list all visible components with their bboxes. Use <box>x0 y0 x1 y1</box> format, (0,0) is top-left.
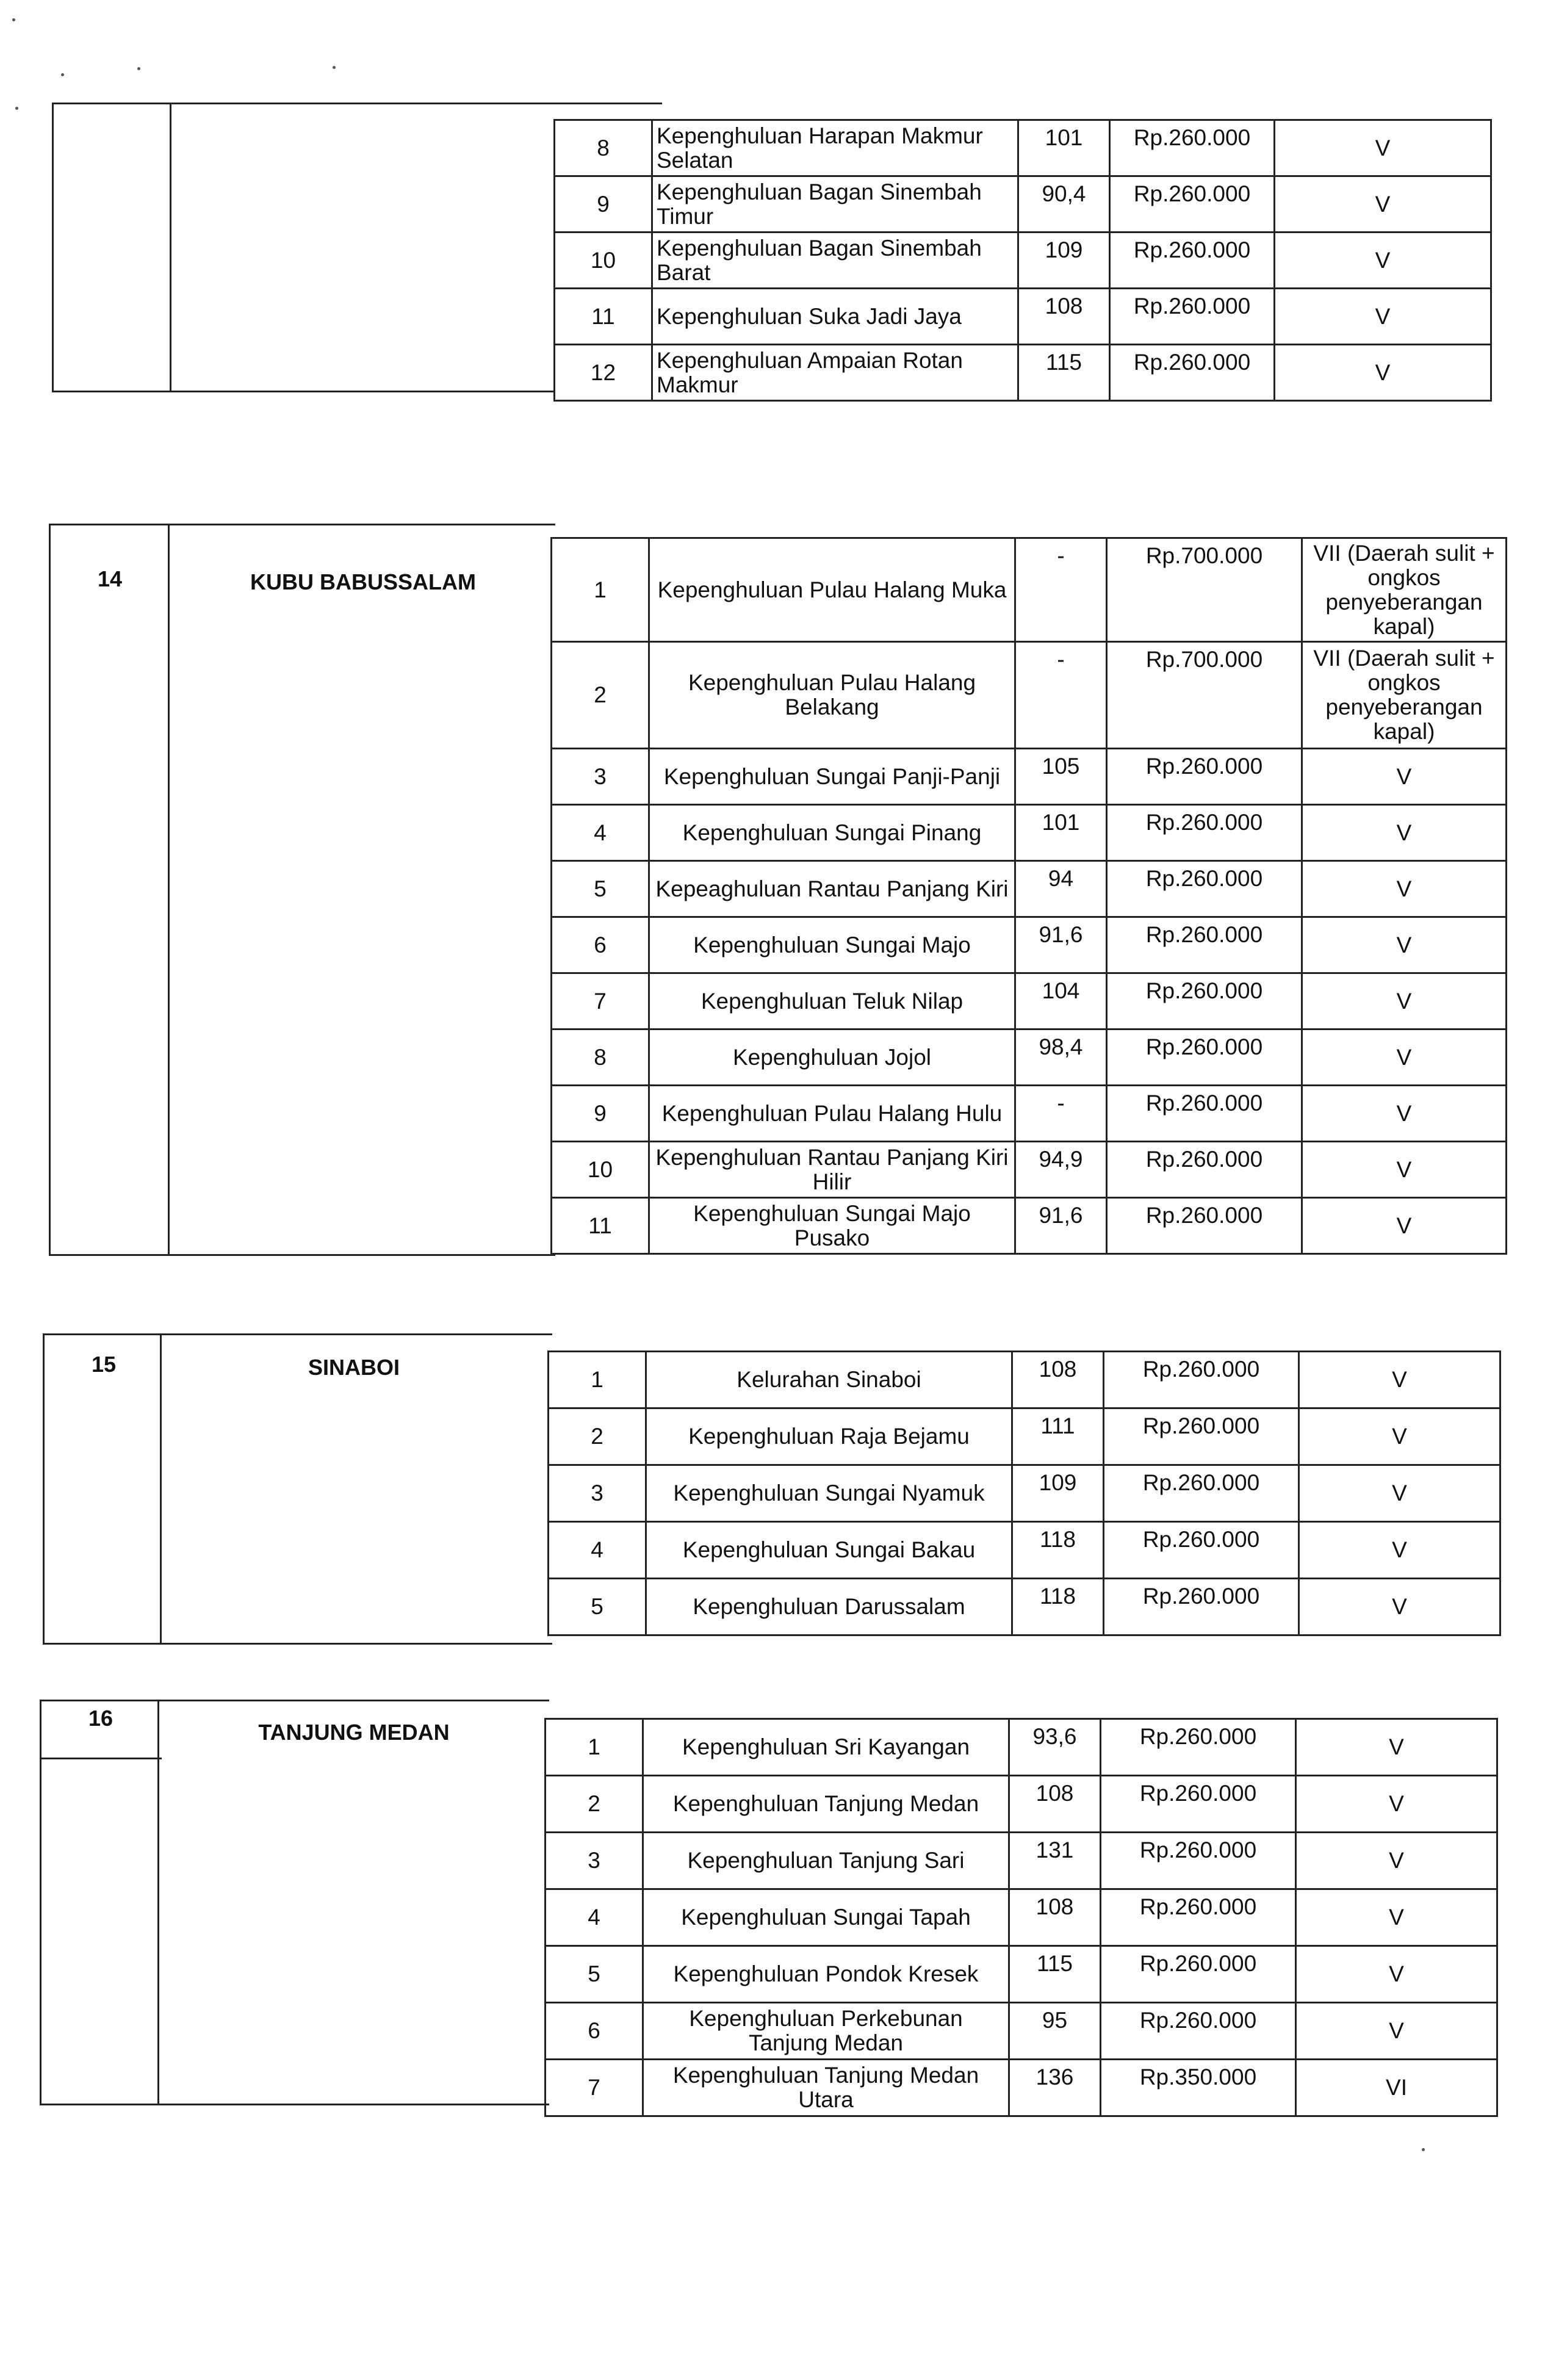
row-number: 9 <box>552 1086 649 1142</box>
kepenghuluan-name: Kepenghuluan Tanjung Medan Utara <box>643 2060 1009 2116</box>
class-code: V <box>1275 233 1491 289</box>
class-code: V <box>1302 749 1507 805</box>
table-row <box>546 1776 1497 1833</box>
class-code: V <box>1296 2003 1497 2060</box>
amount: Rp.260.000 <box>1104 1352 1299 1408</box>
row-number: 12 <box>555 345 652 401</box>
row-number: 3 <box>549 1465 646 1522</box>
scan-speck <box>1422 2148 1425 2151</box>
amount: Rp.260.000 <box>1110 289 1275 345</box>
row-number: 7 <box>552 973 649 1030</box>
class-code: V <box>1296 1833 1497 1889</box>
amount: Rp.260.000 <box>1107 861 1302 917</box>
index-value: 94 <box>1015 861 1107 917</box>
table-row <box>552 1030 1507 1086</box>
amount: Rp.260.000 <box>1110 233 1275 289</box>
index-value: 101 <box>1015 805 1107 861</box>
kepenghuluan-name: Kelurahan Sinaboi <box>646 1352 1012 1408</box>
table-row <box>549 1352 1500 1408</box>
table-row <box>552 1198 1507 1254</box>
index-value: 111 <box>1012 1408 1104 1465</box>
index-value: 93,6 <box>1009 1719 1101 1776</box>
section-name: KUBU BABUSSALAM <box>250 569 476 594</box>
class-code: V <box>1299 1579 1500 1635</box>
class-code: V <box>1302 861 1507 917</box>
scan-speck <box>12 18 15 21</box>
kepenghuluan-name: Kepenghuluan Sungai Majo Pusako <box>649 1198 1015 1254</box>
table-row <box>546 1946 1497 2003</box>
class-code: V <box>1275 289 1491 345</box>
table-row <box>552 917 1507 973</box>
frame-top-line <box>40 1700 549 1701</box>
row-number: 4 <box>549 1522 646 1579</box>
row-number: 2 <box>546 1776 643 1833</box>
table-body <box>549 1352 1500 1635</box>
kepenghuluan-name: Kepenghuluan Ampaian Rotan Makmur <box>652 345 1018 401</box>
row-number: 5 <box>549 1579 646 1635</box>
table-row <box>552 538 1507 642</box>
amount: Rp.260.000 <box>1101 1833 1296 1889</box>
amount: Rp.260.000 <box>1104 1465 1299 1522</box>
table-row <box>546 1889 1497 1946</box>
class-code: V <box>1296 1776 1497 1833</box>
frame-top-line <box>52 103 662 104</box>
kepenghuluan-name: Kepeaghuluan Rantau Panjang Kiri <box>649 861 1015 917</box>
kepenghuluan-name: Kepenghuluan Perkebunan Tanjung Medan <box>643 2003 1009 2060</box>
table-row <box>552 1086 1507 1142</box>
section-name: SINABOI <box>308 1355 400 1380</box>
index-value: 118 <box>1012 1522 1104 1579</box>
index-value: 101 <box>1018 120 1110 176</box>
amount: Rp.260.000 <box>1110 176 1275 233</box>
class-code: V <box>1299 1522 1500 1579</box>
index-value: - <box>1015 1086 1107 1142</box>
amount: Rp.260.000 <box>1107 1142 1302 1198</box>
index-value: 136 <box>1009 2060 1101 2116</box>
class-code: V <box>1302 1086 1507 1142</box>
index-value: 108 <box>1009 1889 1101 1946</box>
table-row <box>555 176 1491 233</box>
row-number: 4 <box>552 805 649 861</box>
table-row <box>552 805 1507 861</box>
row-number: 3 <box>552 749 649 805</box>
amount: Rp.260.000 <box>1107 917 1302 973</box>
class-code: V <box>1302 805 1507 861</box>
frame-divider <box>168 524 170 1256</box>
class-code: V <box>1296 1946 1497 2003</box>
row-number: 1 <box>552 538 649 642</box>
amount: Rp.260.000 <box>1101 1776 1296 1833</box>
kepenghuluan-name: Kepenghuluan Harapan Makmur Selatan <box>652 120 1018 176</box>
index-value: 118 <box>1012 1579 1104 1635</box>
amount: Rp.260.000 <box>1101 1719 1296 1776</box>
row-number: 2 <box>549 1408 646 1465</box>
amount: Rp.260.000 <box>1104 1522 1299 1579</box>
kepenghuluan-name: Kepenghuluan Sungai Tapah <box>643 1889 1009 1946</box>
amount: Rp.260.000 <box>1110 345 1275 401</box>
section-number: 14 <box>97 566 123 591</box>
index-value: 95 <box>1009 2003 1101 2060</box>
class-code: V <box>1302 1030 1507 1086</box>
frame-top-line <box>49 524 555 525</box>
table-row <box>552 973 1507 1030</box>
amount: Rp.350.000 <box>1101 2060 1296 2116</box>
kepenghuluan-table <box>544 1718 1498 2117</box>
frame-header-line <box>40 1758 162 1759</box>
table-row <box>552 1142 1507 1198</box>
table-row <box>549 1579 1500 1635</box>
table-row <box>555 120 1491 176</box>
section-number: 16 <box>88 1706 113 1731</box>
class-code: V <box>1302 917 1507 973</box>
kepenghuluan-name: Kepenghuluan Teluk Nilap <box>649 973 1015 1030</box>
kepenghuluan-table <box>547 1350 1501 1636</box>
class-code: VII (Daerah sulit + ongkos penyeberangan kapal) <box>1302 538 1507 642</box>
amount: Rp.700.000 <box>1107 642 1302 749</box>
row-number: 11 <box>555 289 652 345</box>
amount: Rp.700.000 <box>1107 538 1302 642</box>
kepenghuluan-name: Kepenghuluan Sungai Bakau <box>646 1522 1012 1579</box>
kepenghuluan-name: Kepenghuluan Sungai Pinang <box>649 805 1015 861</box>
row-number: 7 <box>546 2060 643 2116</box>
class-code: V <box>1296 1719 1497 1776</box>
table-row <box>552 642 1507 749</box>
amount: Rp.260.000 <box>1110 120 1275 176</box>
index-value: 105 <box>1015 749 1107 805</box>
class-code: V <box>1275 120 1491 176</box>
index-value: 115 <box>1009 1946 1101 2003</box>
section-number: 15 <box>91 1352 117 1377</box>
index-value: 104 <box>1015 973 1107 1030</box>
row-number: 5 <box>546 1946 643 2003</box>
section-frame <box>40 1700 549 2105</box>
table-row <box>549 1522 1500 1579</box>
kepenghuluan-name: Kepenghuluan Sungai Panji-Panji <box>649 749 1015 805</box>
frame-divider <box>160 1333 162 1645</box>
row-number: 4 <box>546 1889 643 1946</box>
frame-divider <box>170 103 171 392</box>
index-value: 94,9 <box>1015 1142 1107 1198</box>
table-row <box>555 289 1491 345</box>
kepenghuluan-name: Kepenghuluan Rantau Panjang Kiri Hilir <box>649 1142 1015 1198</box>
scan-speck <box>15 107 18 110</box>
table-row <box>549 1465 1500 1522</box>
table-row <box>555 345 1491 401</box>
row-number: 3 <box>546 1833 643 1889</box>
class-code: V <box>1296 1889 1497 1946</box>
row-number: 10 <box>555 233 652 289</box>
index-value: 115 <box>1018 345 1110 401</box>
row-number: 8 <box>555 120 652 176</box>
kepenghuluan-name: Kepenghuluan Sri Kayangan <box>643 1719 1009 1776</box>
index-value: 108 <box>1009 1776 1101 1833</box>
kepenghuluan-name: Kepenghuluan Pulau Halang Muka <box>649 538 1015 642</box>
row-number: 11 <box>552 1198 649 1254</box>
table-row <box>546 2003 1497 2060</box>
kepenghuluan-table <box>553 119 1492 402</box>
amount: Rp.260.000 <box>1107 1086 1302 1142</box>
index-value: 131 <box>1009 1833 1101 1889</box>
class-code: V <box>1302 973 1507 1030</box>
row-number: 10 <box>552 1142 649 1198</box>
kepenghuluan-name: Kepenghuluan Darussalam <box>646 1579 1012 1635</box>
index-value: - <box>1015 538 1107 642</box>
kepenghuluan-name: Kepenghuluan Pondok Kresek <box>643 1946 1009 2003</box>
kepenghuluan-name: Kepenghuluan Raja Bejamu <box>646 1408 1012 1465</box>
frame-top-line <box>43 1333 552 1335</box>
class-code: VI <box>1296 2060 1497 2116</box>
scan-speck <box>61 73 64 76</box>
class-code: V <box>1275 345 1491 401</box>
row-number: 6 <box>552 917 649 973</box>
index-value: - <box>1015 642 1107 749</box>
table-body <box>555 120 1491 401</box>
amount: Rp.260.000 <box>1107 973 1302 1030</box>
scan-speck <box>333 66 336 69</box>
scan-speck <box>137 67 140 70</box>
amount: Rp.260.000 <box>1107 1030 1302 1086</box>
class-code: V <box>1302 1142 1507 1198</box>
kepenghuluan-name: Kepenghuluan Bagan Sinembah Barat <box>652 233 1018 289</box>
table-body <box>552 538 1507 1254</box>
table-body <box>546 1719 1497 2116</box>
index-value: 109 <box>1012 1465 1104 1522</box>
row-number: 1 <box>546 1719 643 1776</box>
table-row <box>552 749 1507 805</box>
kepenghuluan-name: Kepenghuluan Bagan Sinembah Timur <box>652 176 1018 233</box>
kepenghuluan-name: Kepenghuluan Sungai Majo <box>649 917 1015 973</box>
row-number: 2 <box>552 642 649 749</box>
frame-divider <box>157 1700 159 2105</box>
index-value: 108 <box>1018 289 1110 345</box>
amount: Rp.260.000 <box>1101 1889 1296 1946</box>
table-row <box>546 1833 1497 1889</box>
table-row <box>546 2060 1497 2116</box>
kepenghuluan-table <box>550 537 1507 1255</box>
amount: Rp.260.000 <box>1107 1198 1302 1254</box>
index-value: 108 <box>1012 1352 1104 1408</box>
row-number: 6 <box>546 2003 643 2060</box>
kepenghuluan-name: Kepenghuluan Sungai Nyamuk <box>646 1465 1012 1522</box>
section-name: TANJUNG MEDAN <box>258 1720 450 1745</box>
index-value: 98,4 <box>1015 1030 1107 1086</box>
class-code: V <box>1299 1352 1500 1408</box>
index-value: 91,6 <box>1015 917 1107 973</box>
kepenghuluan-name: Kepenghuluan Jojol <box>649 1030 1015 1086</box>
section-frame <box>49 524 555 1256</box>
kepenghuluan-name: Kepenghuluan Tanjung Medan <box>643 1776 1009 1833</box>
amount: Rp.260.000 <box>1101 2003 1296 2060</box>
index-value: 91,6 <box>1015 1198 1107 1254</box>
class-code: V <box>1302 1198 1507 1254</box>
index-value: 90,4 <box>1018 176 1110 233</box>
amount: Rp.260.000 <box>1104 1579 1299 1635</box>
class-code: V <box>1299 1408 1500 1465</box>
table-row <box>549 1408 1500 1465</box>
class-code: V <box>1275 176 1491 233</box>
row-number: 5 <box>552 861 649 917</box>
kepenghuluan-name: Kepenghuluan Pulau Halang Hulu <box>649 1086 1015 1142</box>
section-frame <box>52 103 555 392</box>
table-row <box>555 233 1491 289</box>
index-value: 109 <box>1018 233 1110 289</box>
table-row <box>552 861 1507 917</box>
row-number: 8 <box>552 1030 649 1086</box>
kepenghuluan-name: Kepenghuluan Tanjung Sari <box>643 1833 1009 1889</box>
amount: Rp.260.000 <box>1104 1408 1299 1465</box>
class-code: V <box>1299 1465 1500 1522</box>
row-number: 1 <box>549 1352 646 1408</box>
table-row <box>546 1719 1497 1776</box>
amount: Rp.260.000 <box>1107 749 1302 805</box>
kepenghuluan-name: Kepenghuluan Pulau Halang Belakang <box>649 642 1015 749</box>
amount: Rp.260.000 <box>1107 805 1302 861</box>
amount: Rp.260.000 <box>1101 1946 1296 2003</box>
row-number: 9 <box>555 176 652 233</box>
kepenghuluan-name: Kepenghuluan Suka Jadi Jaya <box>652 289 1018 345</box>
class-code: VII (Daerah sulit + ongkos penyeberangan kapal) <box>1302 642 1507 749</box>
